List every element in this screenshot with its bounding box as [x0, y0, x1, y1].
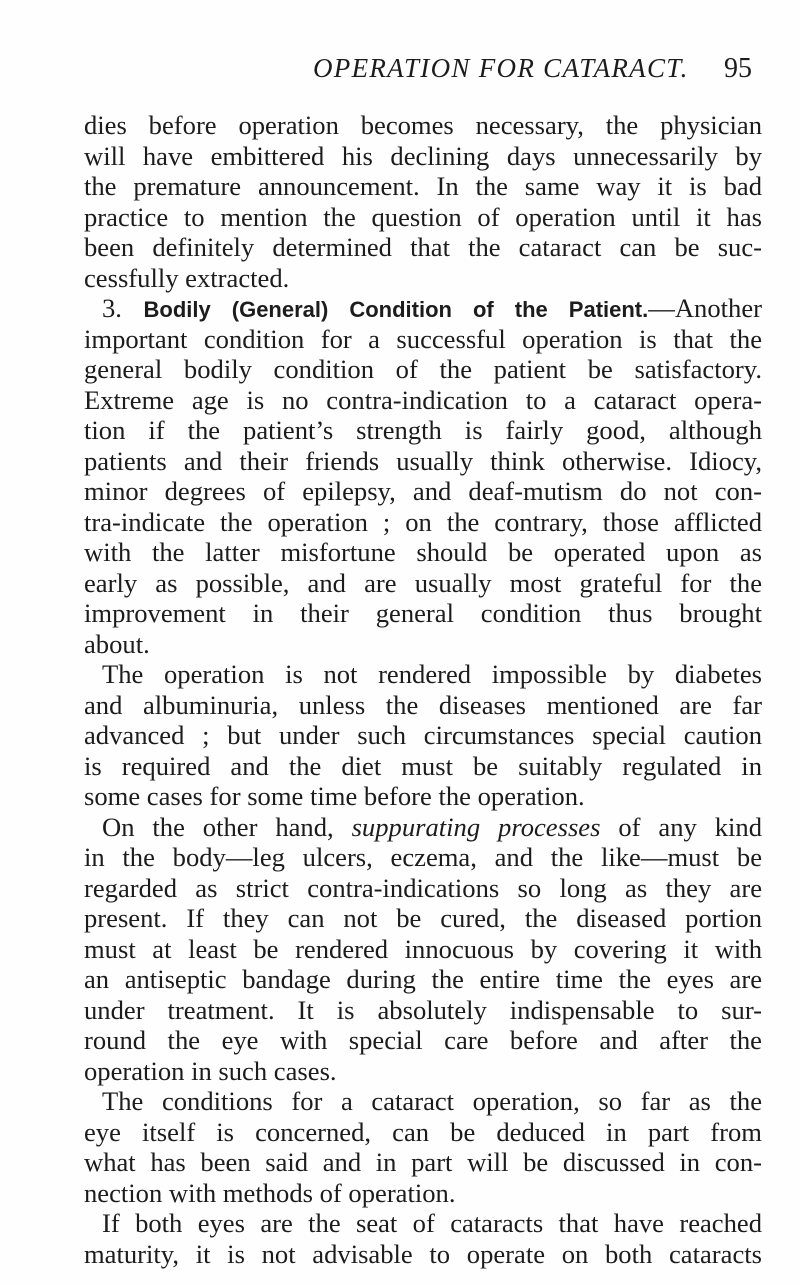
text-line: in the body—leg ulcers, eczema, and the like—must be: [84, 842, 762, 872]
text-line: early as possible, and are usually most grateful for the: [84, 567, 762, 598]
text-line: nection with methods of operation.: [84, 1177, 456, 1208]
text-line: and albuminuria, unless the diseases mentioned are far: [84, 689, 762, 720]
paragraph: [84, 1208, 762, 1269]
section-number: 3.: [102, 293, 122, 323]
text-line: is required and the diet must be suitably regulated in: [84, 750, 762, 781]
paragraph: [84, 1086, 762, 1208]
text-line: regarded as strict contra-indications so long as they are: [84, 872, 762, 903]
text-line: [84, 812, 762, 843]
emphasis-text: suppurating processes: [351, 811, 601, 842]
text-run: On the other hand,: [102, 811, 334, 842]
text-line: improvement in their general condition thus brought: [84, 598, 762, 628]
text-line: with the latter misfortune should be operated upon as: [84, 537, 762, 567]
text-line: cessfully extracted.: [84, 262, 290, 293]
text-line: practice to mention the question of operation until it has: [84, 201, 762, 232]
text-line: some cases for some time before the operation.: [84, 781, 585, 811]
text-run: —Another: [648, 293, 762, 323]
text-line: important condition for a successful operation is that the: [84, 323, 762, 354]
text-line: The operation is not rendered impossible by diabetes: [102, 659, 762, 689]
text-line: round the eye with special care before and after the: [84, 1025, 762, 1055]
text-line: operation in such cases.: [84, 1055, 337, 1086]
text-line: tion if the patient’s strength is fairly good, although: [84, 415, 762, 445]
page-number: 95: [724, 53, 752, 84]
text-line: advanced ; but under such circumstances special caution: [84, 720, 762, 750]
running-title: OPERATION FOR CATARACT.: [313, 53, 689, 83]
text-line: dies before operation becomes necessary, the physician: [84, 110, 762, 140]
paragraph: [84, 110, 762, 293]
text-run: of any kind: [618, 811, 762, 842]
text-line: must at least be rendered innocuous by covering it with: [84, 933, 762, 964]
text-line: general bodily condition of the patient be satisfactory.: [84, 354, 762, 384]
paragraph: [84, 812, 762, 1087]
text-line: been definitely determined that the cataract can be suc-: [84, 232, 762, 262]
text-line: under treatment. It is absolutely indispensable to sur-: [84, 994, 762, 1025]
text-line: tra-indicate the operation ; on the contrary, those afflicted: [84, 506, 762, 537]
paragraph: [84, 659, 762, 812]
text-line: [84, 293, 762, 324]
text-line: patients and their friends usually think otherwise. Idiocy,: [84, 445, 762, 476]
text-line: will have embittered his declining days unnecessarily by: [84, 140, 762, 171]
section-heading: Bodily (General) Condition of the Patient.: [143, 297, 649, 322]
text-line: If both eyes are the seat of cataracts that have reached: [102, 1208, 762, 1238]
page-body: [84, 110, 762, 1269]
text-line: about.: [84, 628, 150, 659]
running-header: [0, 53, 800, 89]
text-line: maturity, it is not advisable to operate on both cataracts: [84, 1238, 762, 1269]
text-line: the premature announcement. In the same way it is bad: [84, 171, 762, 201]
text-line: The conditions for a cataract operation, so far as the: [102, 1086, 762, 1116]
text-line: an antiseptic bandage during the entire time the eyes are: [84, 964, 762, 994]
text-line: present. If they can not be cured, the diseased portion: [84, 903, 762, 933]
text-line: eye itself is concerned, can be deduced in part from: [84, 1116, 762, 1147]
text-line: Extreme age is no contra-indication to a cataract opera-: [84, 384, 762, 415]
paragraph: [84, 293, 762, 659]
text-line: minor degrees of epilepsy, and deaf-mutism do not con-: [84, 476, 762, 506]
text-line: what has been said and in part will be discussed in con-: [84, 1147, 762, 1177]
